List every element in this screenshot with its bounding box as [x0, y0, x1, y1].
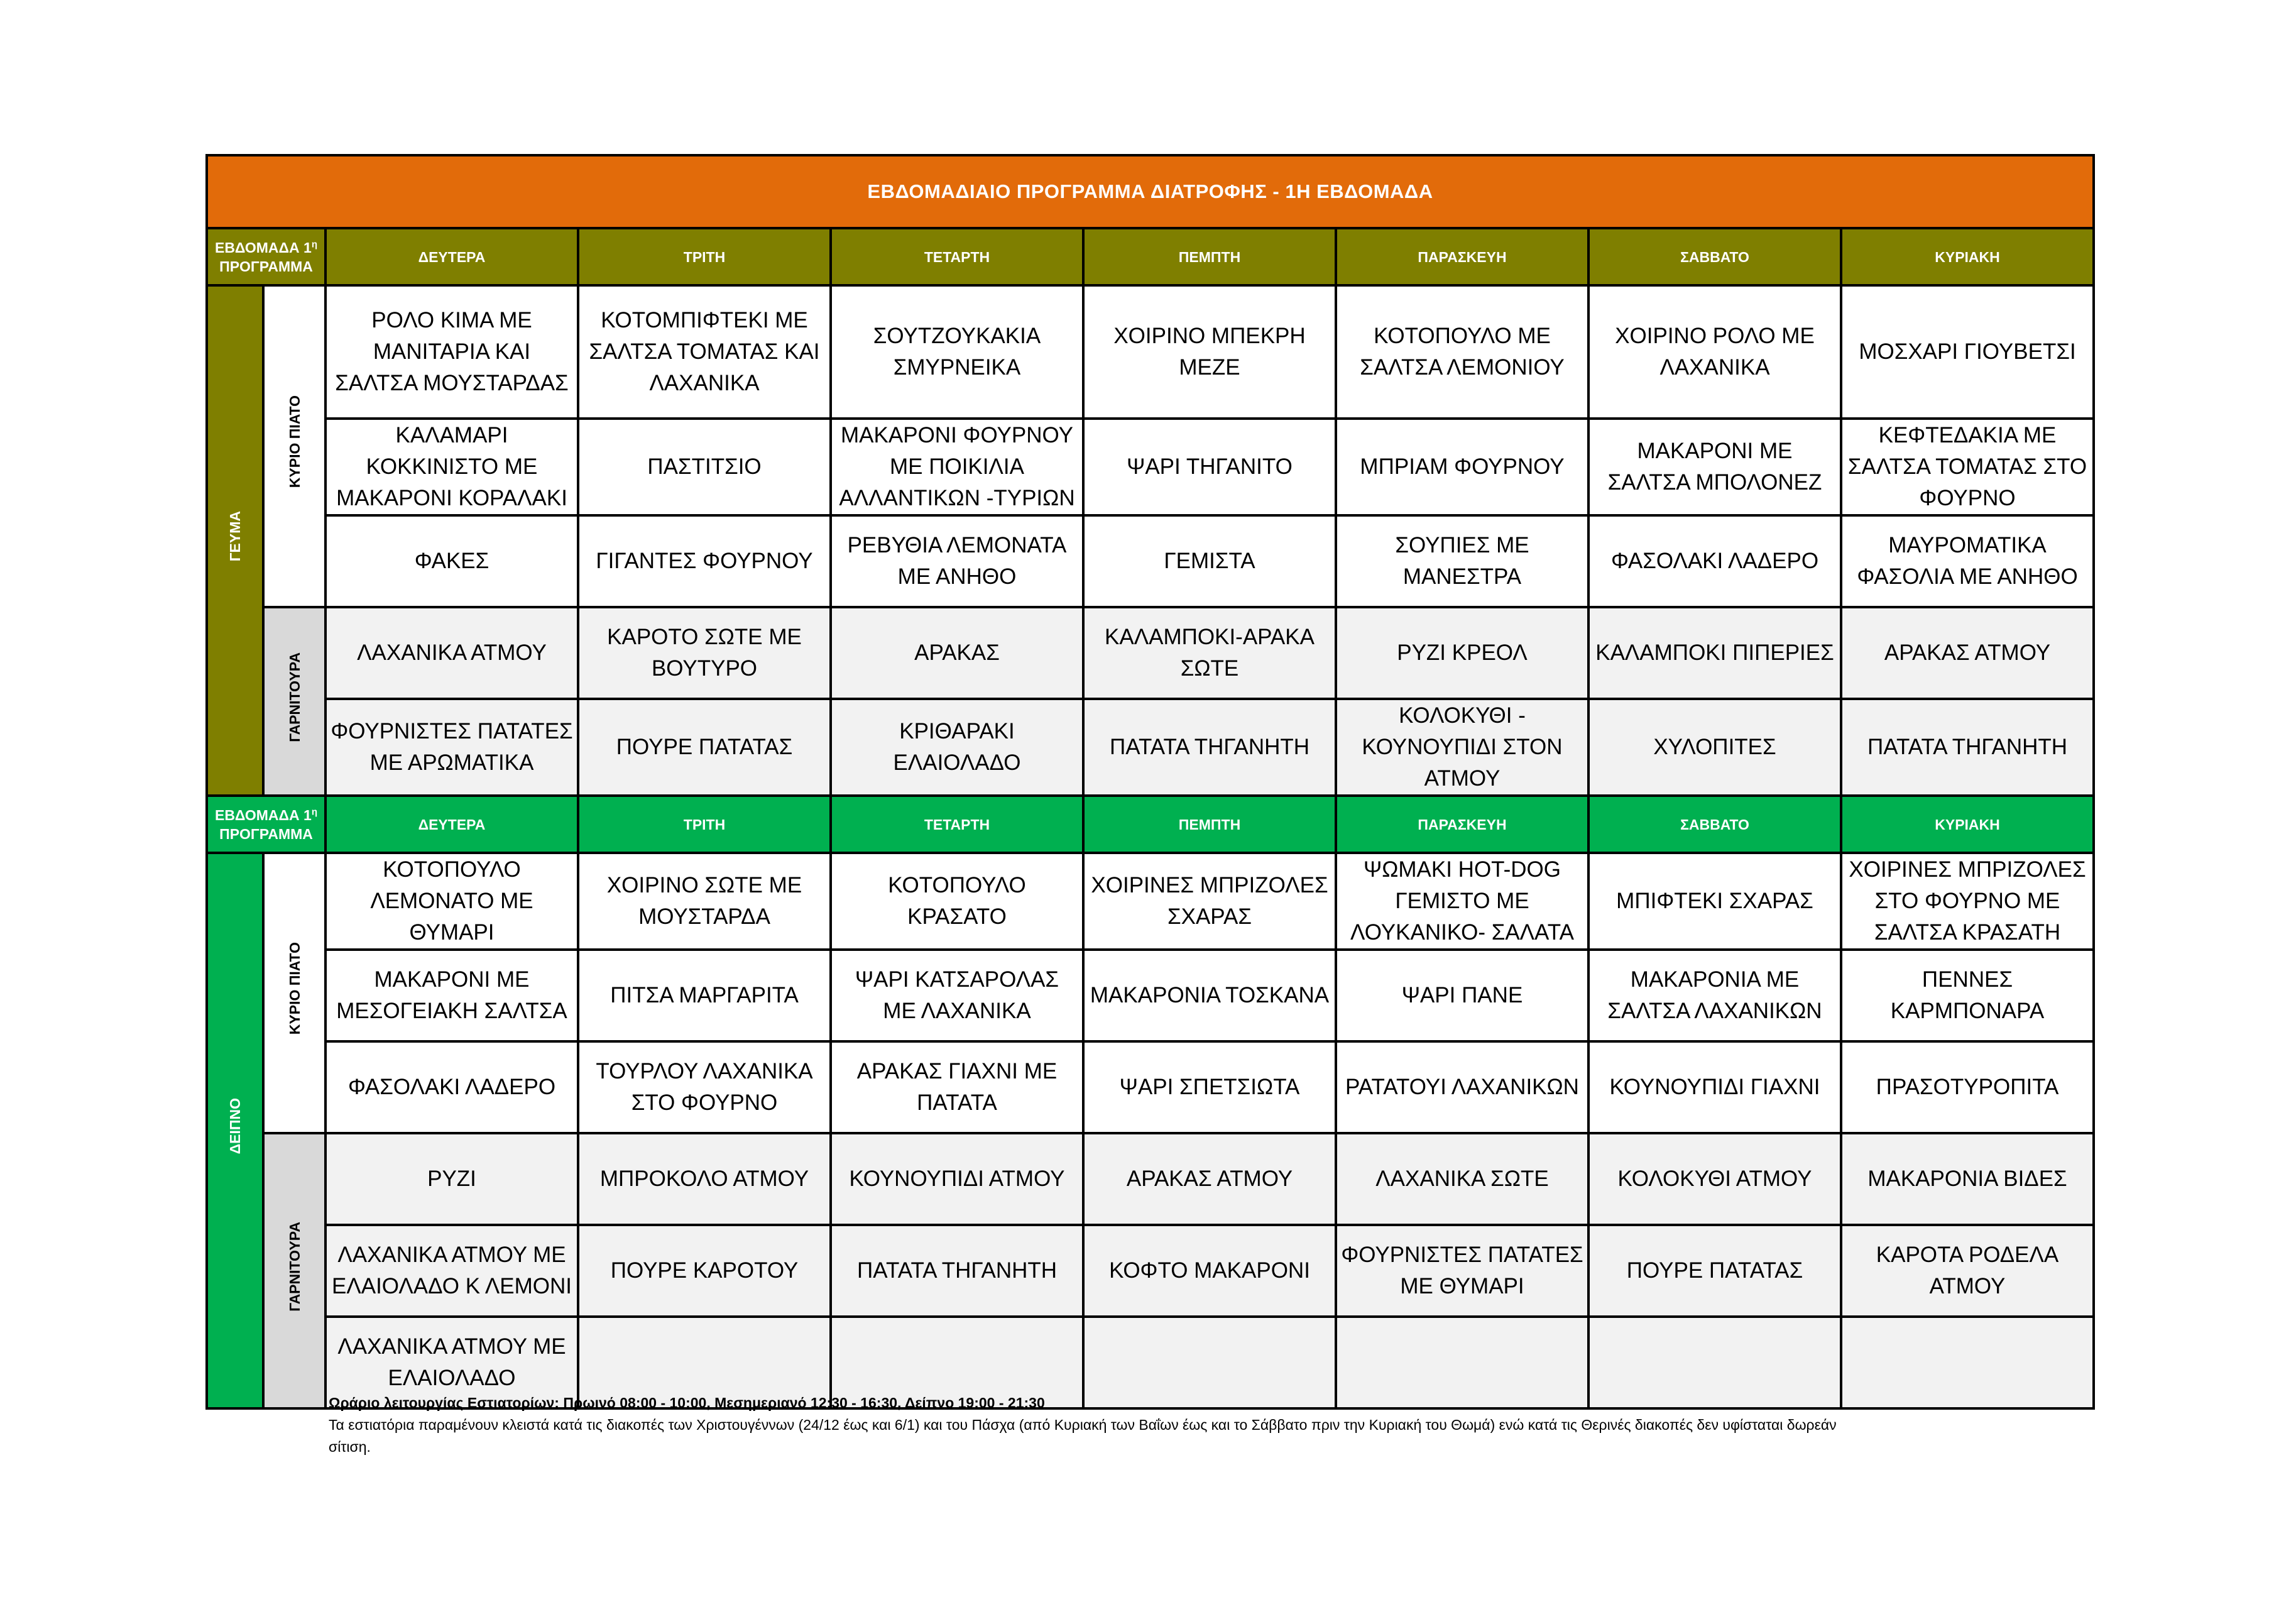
- menu-cell: ΧΥΛΟΠΙΤΕΣ: [1588, 699, 1841, 796]
- day-header: ΣΑΒΒΑΤΟ: [1588, 228, 1841, 285]
- menu-cell: ΧΟΙΡΙΝΕΣ ΜΠΡΙΖΟΛΕΣ ΣΧΑΡΑΣ: [1083, 853, 1336, 950]
- menu-cell: ΜΠΡΙΑΜ ΦΟΥΡΝΟΥ: [1336, 419, 1588, 515]
- menu-cell: ΡΕΒΥΘΙΑ ΛΕΜΟΝΑΤΑ ΜΕ ΑΝΗΘΟ: [831, 515, 1083, 607]
- menu-cell: ΜΟΣΧΑΡΙ ΓΙΟΥΒΕΤΣΙ: [1841, 285, 2094, 419]
- day-header: ΠΕΜΠΤΗ: [1083, 796, 1336, 853]
- menu-cell: ΓΕΜΙΣΤΑ: [1083, 515, 1336, 607]
- day-header: ΠΑΡΑΣΚΕΥΗ: [1336, 796, 1588, 853]
- category-side-dish: ΓΑΡΝΙΤΟΥΡΑ: [263, 607, 325, 796]
- menu-row: [207, 853, 2094, 950]
- menu-cell: ΧΟΙΡΙΝΟ ΣΩΤΕ ΜΕ ΜΟΥΣΤΑΡΔΑ: [578, 853, 831, 950]
- meal-label-dinner: ΔΕΙΠΝΟ: [207, 853, 263, 1408]
- lunch-header-row: [207, 228, 2094, 285]
- day-header: ΤΡΙΤΗ: [578, 796, 831, 853]
- menu-cell: ΑΡΑΚΑΣ ΓΙΑΧΝΙ ΜΕ ΠΑΤΑΤΑ: [831, 1041, 1083, 1133]
- menu-cell: ΜΑΚΑΡΟΝΙ ΜΕ ΣΑΛΤΣΑ ΜΠΟΛΟΝΕΖ: [1588, 419, 1841, 515]
- menu-cell: ΡΥΖΙ ΚΡΕΟΛ: [1336, 607, 1588, 699]
- menu-cell: ΜΑΚΑΡΟΝΙΑ ΜΕ ΣΑΛΤΣΑ ΛΑΧΑΝΙΚΩΝ: [1588, 950, 1841, 1041]
- menu-cell: ΛΑΧΑΝΙΚΑ ΑΤΜΟΥ ΜΕ ΕΛΑΙΟΛΑΔΟ Κ ΛΕΜΟΝΙ: [325, 1225, 578, 1317]
- menu-cell: ΚΑΛΑΜΑΡΙ ΚΟΚΚΙΝΙΣΤΟ ΜΕ ΜΑΚΑΡΟΝΙ ΚΟΡΑΛΑΚΙ: [325, 419, 578, 515]
- menu-cell: ΑΡΑΚΑΣ: [831, 607, 1083, 699]
- menu-cell: ΦΑΣΟΛΑΚΙ ΛΑΔΕΡΟ: [1588, 515, 1841, 607]
- menu-cell: ΚΟΤΟΠΟΥΛΟ ΛΕΜΟΝΑΤΟ ΜΕ ΘΥΜΑΡΙ: [325, 853, 578, 950]
- menu-cell: ΧΟΙΡΙΝΟ ΡΟΛΟ ΜΕ ΛΑΧΑΝΙΚΑ: [1588, 285, 1841, 419]
- menu-cell: ΛΑΧΑΝΙΚΑ ΣΩΤΕ: [1336, 1133, 1588, 1225]
- menu-cell: ΓΙΓΑΝΤΕΣ ΦΟΥΡΝΟΥ: [578, 515, 831, 607]
- menu-cell: ΜΑΚΑΡΟΝΙΑ ΤΟΣΚΑΝΑ: [1083, 950, 1336, 1041]
- menu-cell: ΛΑΧΑΝΙΚΑ ΑΤΜΟΥ: [325, 607, 578, 699]
- menu-cell: ΦΑΣΟΛΑΚΙ ΛΑΔΕΡΟ: [325, 1041, 578, 1133]
- menu-cell: [1841, 1317, 2094, 1408]
- menu-row: [207, 515, 2094, 607]
- menu-cell: ΚΕΦΤΕΔΑΚΙΑ ΜΕ ΣΑΛΤΣΑ ΤΟΜΑΤΑΣ ΣΤΟ ΦΟΥΡΝΟ: [1841, 419, 2094, 515]
- menu-cell: ΚΟΥΝΟΥΠΙΔΙ ΑΤΜΟΥ: [831, 1133, 1083, 1225]
- menu-cell: ΚΟΤΟΠΟΥΛΟ ΜΕ ΣΑΛΤΣΑ ΛΕΜΟΝΙΟΥ: [1336, 285, 1588, 419]
- menu-cell: ΠΡΑΣΟΤΥΡΟΠΙΤΑ: [1841, 1041, 2094, 1133]
- menu-cell: ΚΑΛΑΜΠΟΚΙ ΠΙΠΕΡΙΕΣ: [1588, 607, 1841, 699]
- day-header: ΠΕΜΠΤΗ: [1083, 228, 1336, 285]
- menu-cell: ΠΕΝΝΕΣ ΚΑΡΜΠΟΝΑΡΑ: [1841, 950, 2094, 1041]
- menu-cell: ΣΟΥΤΖΟΥΚΑΚΙΑ ΣΜΥΡΝΕΙΚΑ: [831, 285, 1083, 419]
- menu-cell: ΣΟΥΠΙΕΣ ΜΕ ΜΑΝΕΣΤΡΑ: [1336, 515, 1588, 607]
- category-main-dish: ΚΥΡΙΟ ΠΙΑΤΟ: [263, 853, 325, 1133]
- menu-cell: ΜΑΥΡΟΜΑΤΙΚΑ ΦΑΣΟΛΙΑ ΜΕ ΑΝΗΘΟ: [1841, 515, 2094, 607]
- menu-cell: ΠΙΤΣΑ ΜΑΡΓΑΡΙΤΑ: [578, 950, 831, 1041]
- weekly-menu-table: [205, 154, 2095, 1410]
- menu-cell: ΨΑΡΙ ΣΠΕΤΣΙΩΤΑ: [1083, 1041, 1336, 1133]
- menu-cell: ΚΑΛΑΜΠΟΚΙ-ΑΡΑΚΑ ΣΩΤΕ: [1083, 607, 1336, 699]
- menu-cell: ΚΑΡΟΤΑ ΡΟΔΕΛΑ ΑΤΜΟΥ: [1841, 1225, 2094, 1317]
- menu-cell: ΤΟΥΡΛΟΥ ΛΑΧΑΝΙΚΑ ΣΤΟ ΦΟΥΡΝΟ: [578, 1041, 831, 1133]
- menu-cell: ΦΟΥΡΝΙΣΤΕΣ ΠΑΤΑΤΕΣ ΜΕ ΘΥΜΑΡΙ: [1336, 1225, 1588, 1317]
- menu-cell: ΚΟΛΟΚΥΘΙ - ΚΟΥΝΟΥΠΙΔΙ ΣΤΟΝ ΑΤΜΟΥ: [1336, 699, 1588, 796]
- day-header: ΠΑΡΑΣΚΕΥΗ: [1336, 228, 1588, 285]
- menu-cell: ΧΟΙΡΙΝΟ ΜΠΕΚΡΗ ΜΕΖΕ: [1083, 285, 1336, 419]
- menu-cell: ΨΑΡΙ ΚΑΤΣΑΡΟΛΑΣ ΜΕ ΛΑΧΑΝΙΚΑ: [831, 950, 1083, 1041]
- menu-cell: ΜΠΙΦΤΕΚΙ ΣΧΑΡΑΣ: [1588, 853, 1841, 950]
- menu-cell: ΦΑΚΕΣ: [325, 515, 578, 607]
- closure-note: Τα εστιατόρια παραμένουν κλειστά κατά τις διακοπές των Χριστουγέννων (24/12 έως και 6/1) και του Πάσχα (από Κυριακή των Βαΐων έως και το Σάββατο πριν την Κυριακή του Θωμά) ενώ κατά τις Θερινές διακοπές δεν υφίσταται δωρεάν σίτιση.: [329, 1417, 1837, 1455]
- category-side-dish: ΓΑΡΝΙΤΟΥΡΑ: [263, 1133, 325, 1408]
- dinner-header-row: [207, 796, 2094, 853]
- day-header: ΚΥΡΙΑΚΗ: [1841, 796, 2094, 853]
- footer-notes: [329, 1392, 1868, 1458]
- menu-cell: ΜΑΚΑΡΟΝΙ ΦΟΥΡΝΟΥ ΜΕ ΠΟΙΚΙΛΙΑ ΑΛΛΑΝΤΙΚΩΝ -ΤΥΡΙΩΝ: [831, 419, 1083, 515]
- menu-row: [207, 699, 2094, 796]
- menu-cell: ΚΡΙΘΑΡΑΚΙ ΕΛΑΙΟΛΑΔΟ: [831, 699, 1083, 796]
- menu-cell: ΠΟΥΡΕ ΚΑΡΟΤΟΥ: [578, 1225, 831, 1317]
- menu-row: [207, 607, 2094, 699]
- menu-cell: ΜΑΚΑΡΟΝΙΑ ΒΙΔΕΣ: [1841, 1133, 2094, 1225]
- menu-cell: ΛΑΧΑΝΙΚΑ ΑΤΜΟΥ ΜΕ ΕΛΑΙΟΛΑΔΟ: [325, 1317, 578, 1408]
- opening-hours-note: Ωράριο λειτουργίας Εστιατορίων: Πρωινό 08:00 - 10:00, Μεσημεριανό 12:30 - 16:30, Δείπνο 19:00 - 21:30: [329, 1395, 1045, 1411]
- week-program-label: ΕΒΔΟΜΑΔΑ $1^\eta$ ΠΡΟΓΡΑΜΜΑ: [207, 228, 325, 285]
- meal-label-lunch: ΓΕΥΜΑ: [207, 285, 263, 796]
- day-header: ΔΕΥΤΕΡΑ: [325, 228, 578, 285]
- menu-cell: ΚΟΥΝΟΥΠΙΔΙ ΓΙΑΧΝΙ: [1588, 1041, 1841, 1133]
- menu-title: ΕΒΔΟΜΑΔΙΑΙΟ ΠΡΟΓΡΑΜΜΑ ΔΙΑΤΡΟΦΗΣ - 1Η ΕΒΔΟΜΑΔΑ: [207, 155, 2094, 228]
- day-header: ΣΑΒΒΑΤΟ: [1588, 796, 1841, 853]
- menu-cell: ΑΡΑΚΑΣ ΑΤΜΟΥ: [1083, 1133, 1336, 1225]
- day-header: ΤΡΙΤΗ: [578, 228, 831, 285]
- menu-cell: ΚΑΡΟΤΟ ΣΩΤΕ ΜΕ ΒΟΥΤΥΡΟ: [578, 607, 831, 699]
- menu-row: [207, 1041, 2094, 1133]
- menu-cell: ΠΑΤΑΤΑ ΤΗΓΑΝΗΤΗ: [831, 1225, 1083, 1317]
- menu-cell: ΠΑΣΤΙΤΣΙΟ: [578, 419, 831, 515]
- menu-cell: ΡΑΤΑΤΟΥΙ ΛΑΧΑΝΙΚΩΝ: [1336, 1041, 1588, 1133]
- menu-cell: ΡΟΛΟ ΚΙΜΑ ΜΕ ΜΑΝΙΤΑΡΙΑ ΚΑΙ ΣΑΛΤΣΑ ΜΟΥΣΤΑΡΔΑΣ: [325, 285, 578, 419]
- menu-cell: ΚΟΤΟΜΠΙΦΤΕΚΙ ΜΕ ΣΑΛΤΣΑ ΤΟΜΑΤΑΣ ΚΑΙ ΛΑΧΑΝΙΚΑ: [578, 285, 831, 419]
- menu-cell: ΨΑΡΙ ΠΑΝΕ: [1336, 950, 1588, 1041]
- day-header: ΤΕΤΑΡΤΗ: [831, 228, 1083, 285]
- menu-row: [207, 950, 2094, 1041]
- menu-cell: ΠΟΥΡΕ ΠΑΤΑΤΑΣ: [1588, 1225, 1841, 1317]
- menu-cell: ΠΑΤΑΤΑ ΤΗΓΑΝΗΤΗ: [1083, 699, 1336, 796]
- menu-cell: ΧΟΙΡΙΝΕΣ ΜΠΡΙΖΟΛΕΣ ΣΤΟ ΦΟΥΡΝΟ ΜΕ ΣΑΛΤΣΑ ΚΡΑΣΑΤΗ: [1841, 853, 2094, 950]
- menu-cell: ΡΥΖΙ: [325, 1133, 578, 1225]
- menu-cell: ΜΠΡΟΚΟΛΟ ΑΤΜΟΥ: [578, 1133, 831, 1225]
- day-header: ΚΥΡΙΑΚΗ: [1841, 228, 2094, 285]
- menu-cell: ΚΟΛΟΚΥΘΙ ΑΤΜΟΥ: [1588, 1133, 1841, 1225]
- menu-cell: ΜΑΚΑΡΟΝΙ ΜΕ ΜΕΣΟΓΕΙΑΚΗ ΣΑΛΤΣΑ: [325, 950, 578, 1041]
- menu-row: [207, 419, 2094, 515]
- category-main-dish: ΚΥΡΙΟ ΠΙΑΤΟ: [263, 285, 325, 607]
- menu-row: [207, 285, 2094, 419]
- menu-row: [207, 1225, 2094, 1317]
- menu-cell: ΨΩΜΑΚΙ HOT-DOG ΓΕΜΙΣΤΟ ΜΕ ΛΟΥΚΑΝΙΚΟ- ΣΑΛΑΤΑ: [1336, 853, 1588, 950]
- menu-cell: ΨΑΡΙ ΤΗΓΑΝΙΤΟ: [1083, 419, 1336, 515]
- menu-cell: ΚΟΦΤΟ ΜΑΚΑΡΟΝΙ: [1083, 1225, 1336, 1317]
- week-program-label: ΕΒΔΟΜΑΔΑ $1^\eta$ ΠΡΟΓΡΑΜΜΑ: [207, 796, 325, 853]
- menu-cell: ΠΟΥΡΕ ΠΑΤΑΤΑΣ: [578, 699, 831, 796]
- day-header: ΔΕΥΤΕΡΑ: [325, 796, 578, 853]
- menu-cell: ΑΡΑΚΑΣ ΑΤΜΟΥ: [1841, 607, 2094, 699]
- menu-cell: ΦΟΥΡΝΙΣΤΕΣ ΠΑΤΑΤΕΣ ΜΕ ΑΡΩΜΑΤΙΚΑ: [325, 699, 578, 796]
- menu-row: [207, 1133, 2094, 1225]
- menu-cell: ΠΑΤΑΤΑ ΤΗΓΑΝΗΤΗ: [1841, 699, 2094, 796]
- day-header: ΤΕΤΑΡΤΗ: [831, 796, 1083, 853]
- menu-cell: ΚΟΤΟΠΟΥΛΟ ΚΡΑΣΑΤΟ: [831, 853, 1083, 950]
